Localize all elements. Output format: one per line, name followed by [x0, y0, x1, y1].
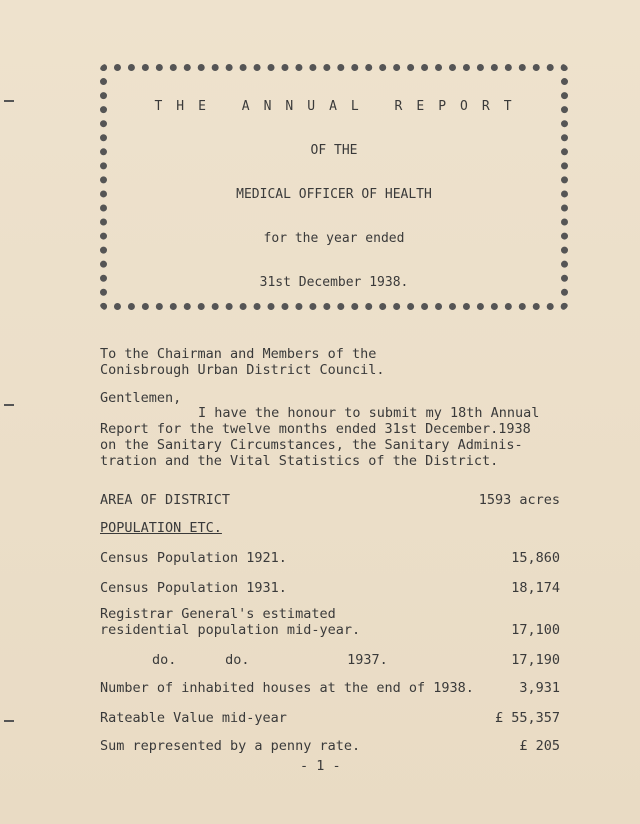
stat-value: 18,174 [511, 580, 560, 596]
population-heading: POPULATION ETC. [100, 520, 222, 536]
stat-value: £ 55,357 [494, 710, 560, 726]
stat-value: 17,100 [511, 622, 560, 638]
margin-mark [4, 100, 14, 102]
address-line-1: To the Chairman and Members of the [100, 346, 377, 362]
stat-label: Rateable Value mid-year [100, 710, 287, 726]
stat-label: Number of inhabited houses at the end of 1938. [100, 680, 474, 696]
stat-value: 3,931 [519, 680, 560, 696]
title-medical-officer: MEDICAL OFFICER OF HEALTH [236, 187, 432, 202]
body-line-2: Report for the twelve months ended 31st December.1938 [100, 421, 531, 437]
title-of-the: OF THE [310, 143, 358, 158]
title-border-box [100, 64, 568, 310]
stat-value: 15,860 [511, 550, 560, 566]
stat-value: 17,190 [511, 652, 560, 668]
area-value: 1593 acres [478, 492, 560, 508]
page-number: - 1 - [300, 758, 341, 774]
stat-label: Sum represented by a penny rate. [100, 738, 361, 754]
salutation: Gentlemen, [100, 390, 182, 406]
address-line-2: Conisbrough Urban District Council. [100, 362, 385, 378]
body-line-1: I have the honour to submit my 18th Annual [198, 405, 540, 421]
stat-value: £ 205 [519, 738, 560, 754]
body-line-4: tration and the Vital Statistics of the District. [100, 453, 499, 469]
stat-label: Census Population 1921. [100, 550, 287, 566]
stat-label: Registrar General's estimated [100, 606, 336, 622]
stat-label-continued: residential population mid-year. [100, 622, 361, 638]
report-title: THE ANNUAL REPORT [154, 99, 526, 114]
title-date: 31st December 1938. [259, 275, 409, 290]
body-line-3: on the Sanitary Circumstances, the Sanitary Adminis- [100, 437, 523, 453]
area-label: AREA OF DISTRICT [100, 492, 231, 508]
margin-mark [4, 720, 14, 722]
stat-label: do. do. 1937. [152, 652, 388, 668]
margin-mark [4, 404, 14, 406]
title-year-ended: for the year ended [263, 231, 405, 246]
stat-label: Census Population 1931. [100, 580, 287, 596]
